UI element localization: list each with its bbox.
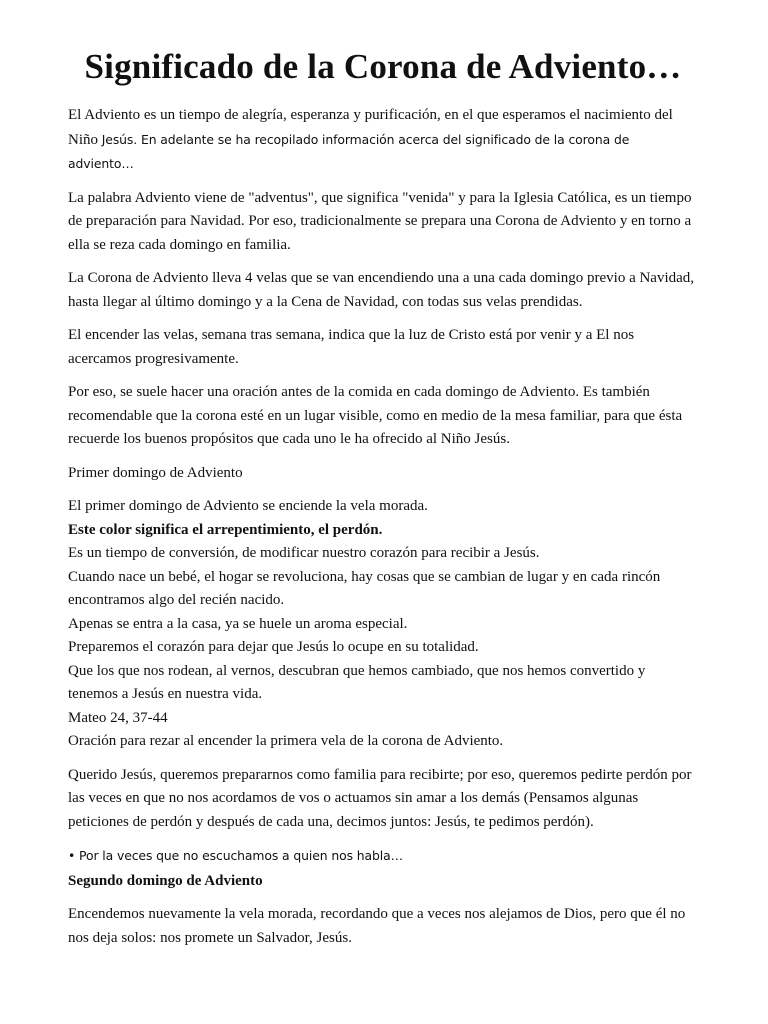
page-title: Significado de la Corona de Adviento…: [84, 47, 682, 86]
oracion-paragraph: Por eso, se suele hacer una oración antes de la comida en cada domingo de Adviento. Es también recomendable que la corona esté en un lugar visible, como en medio de la mesa familiar, para que ésta recuerde los buenos propósitos que cada uno le ha ofrecido al Niño Jesús.: [68, 384, 683, 447]
velas-paragraph: La Corona de Adviento lleva 4 velas que se van encendiendo una a una cada domingo previo a Navidad, hasta llegar al último domingo y a la Cena de Navidad, con todas sus velas prendidas.: [68, 270, 695, 310]
first-sunday-bold-text: Este color significa el arrepentimiento, el perdón.: [68, 521, 383, 538]
first-sunday-line-4: Preparemos el corazón para dejar que Jesús lo ocupe en su totalidad.: [68, 639, 479, 655]
bullet-line: • Por la veces que no escuchamos a quien nos habla…: [68, 848, 403, 863]
intro-serif-text: El Adviento es un tiempo de alegría, esperanza y purificación, en el que esperamos el nacimiento del Niño: [68, 107, 673, 148]
first-sunday-line-7: Oración para rezar al encender la primera vela de la corona de Adviento.: [68, 733, 504, 749]
first-sunday-line-5: Que los que nos rodean, al vernos, descubran que hemos cambiado, que nos hemos convertido y tenemos a Jesús en nuestra vida.: [68, 662, 646, 702]
second-sunday-paragraph: Encendemos nuevamente la vela morada, recordando que a veces nos alejamos de Dios, pero que él no nos deja solos: nos promete un Salvador, Jesús.: [68, 906, 686, 946]
prayer-paragraph: Querido Jesús, queremos prepararnos como familia para recibirte; por eso, queremos pedirte perdón por las veces en que no nos acordamos de vos o actuamos sin amar a los demás (Pensamos algunas peticiones de perdón y después de cada una, decimos juntos: Jesús, te pedimos perdón).: [68, 766, 692, 830]
intro-paragraph: [68, 104, 698, 177]
adventus-paragraph: La palabra Adviento viene de "adventus", que significa "venida" y para la Iglesia Católica, es un tiempo de preparación para Navidad. Por eso, tradicionalmente se prepara una Corona de Adviento y en torno a ella se reza cada domingo en familia.: [68, 189, 692, 253]
first-sunday-line-6: Mateo 24, 37-44: [68, 709, 168, 726]
first-sunday-rest: Es un tiempo de conversión, de modificar nuestro corazón para recibir a Jesús.: [68, 545, 540, 561]
first-sunday-intro: El primer domingo de Adviento se enciende la vela morada.: [68, 498, 428, 514]
encender-paragraph: El encender las velas, semana tras semana, indica que la luz de Cristo está por venir y a El nos acercamos progresivamente.: [68, 327, 635, 367]
first-sunday-body: [68, 495, 698, 754]
first-sunday-line-2: Cuando nace un bebé, el hogar se revoluciona, hay cosas que se cambian de lugar y en cada rincón encontramos algo del recién nacido.: [68, 568, 661, 608]
first-sunday-line-3: Apenas se entra a la casa, ya se huele un aroma especial.: [68, 615, 408, 632]
intro-sans-text: Jesús. En adelante se ha recopilado información acerca del significado de la corona de adviento…: [68, 131, 630, 171]
first-sunday-line-1: [68, 495, 698, 566]
first-sunday-heading: Primer domingo de Adviento: [68, 464, 243, 481]
second-sunday-heading: Segundo domingo de Adviento: [68, 872, 263, 889]
